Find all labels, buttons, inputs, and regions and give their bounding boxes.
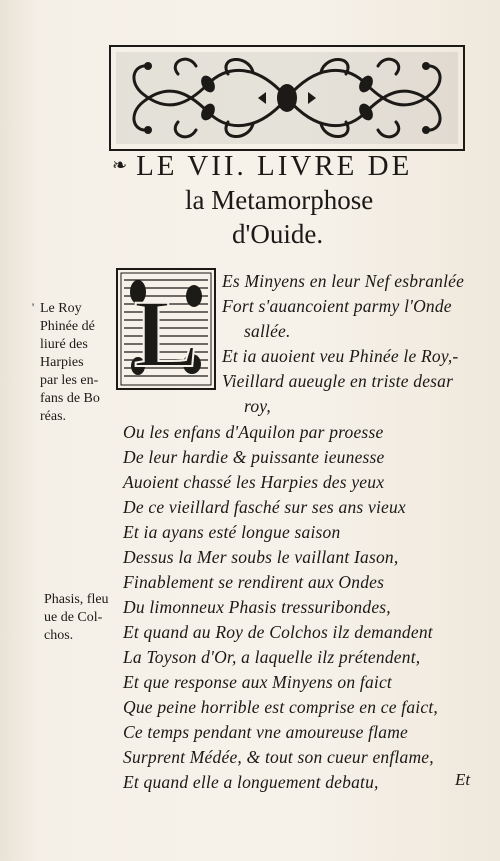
verse-line: La Toyson d'Or, a laquelle ilz prétendent, [123, 647, 421, 667]
initial-letter: L [133, 280, 199, 387]
verse-line: Du limonneux Phasis tressuribondes, [123, 597, 391, 617]
note-line: fans de Bo [40, 391, 100, 406]
margin-note-phasis [44, 591, 109, 645]
heading-line-3: d'Ouide. [232, 219, 324, 249]
note-line: par les en- [40, 373, 99, 388]
verse-line: Surprent Médée, & tout son cueur enflame, [123, 747, 434, 767]
note-line: Harpies [40, 355, 84, 370]
verse-line: sallée. [244, 321, 291, 341]
margin-note-phinee [32, 300, 100, 426]
note-line: ue de Col- [44, 610, 103, 625]
catchword: Et [455, 770, 471, 789]
verse-line: Que peine horrible est comprise en ce faict, [123, 697, 438, 717]
verse-line: Fort s'auancoient parmy l'Onde [222, 296, 452, 316]
decorated-initial [116, 268, 216, 390]
fleuron-icon: ❧ [112, 155, 131, 175]
note-line: Phasis, fleu [44, 592, 109, 607]
verse-line: Finablement se rendirent aux Ondes [123, 572, 385, 592]
note-marker: ' [32, 300, 35, 314]
verse-line: Et quand elle a longuement debatu, [123, 772, 379, 792]
verse-line: Auoient chassé les Harpies des yeux [123, 472, 385, 492]
heading-line-1: LE VII. LIVRE DE [136, 150, 413, 182]
note-line: Phinée dé [40, 319, 95, 334]
note-line: chos. [44, 628, 74, 643]
note-line: Le Roy [40, 301, 82, 316]
verse-line: roy, [244, 396, 271, 416]
ornamental-headpiece [108, 44, 466, 152]
note-line: liuré des [40, 337, 88, 352]
verse-line: Et ia auoient veu Phinée le Roy,- [222, 346, 459, 366]
verse-line: Ou les enfans d'Aquilon par proesse [123, 422, 384, 442]
verse-line: De ce vieillard fasché sur ses ans vieux [123, 497, 406, 517]
verse-line: De leur hardie & puissante ieunesse [123, 447, 385, 467]
verse-line: Vieillard aueugle en triste desar [222, 371, 454, 391]
chapter-heading [112, 150, 412, 183]
heading-line-2: la Metamorphose [185, 185, 374, 215]
verse-line: Et que response aux Minyens on faict [123, 672, 392, 692]
verse-line: Ce temps pendant vne amoureuse flame [123, 722, 409, 742]
verse-line: Et quand au Roy de Colchos ilz demandent [123, 622, 433, 642]
verse-line: Es Minyens en leur Nef esbranlée [222, 271, 465, 291]
note-line: réas. [40, 409, 67, 424]
verse-line: Dessus la Mer soubs le vaillant Iason, [123, 547, 399, 567]
verse-line: Et ia ayans esté longue saison [123, 522, 341, 542]
